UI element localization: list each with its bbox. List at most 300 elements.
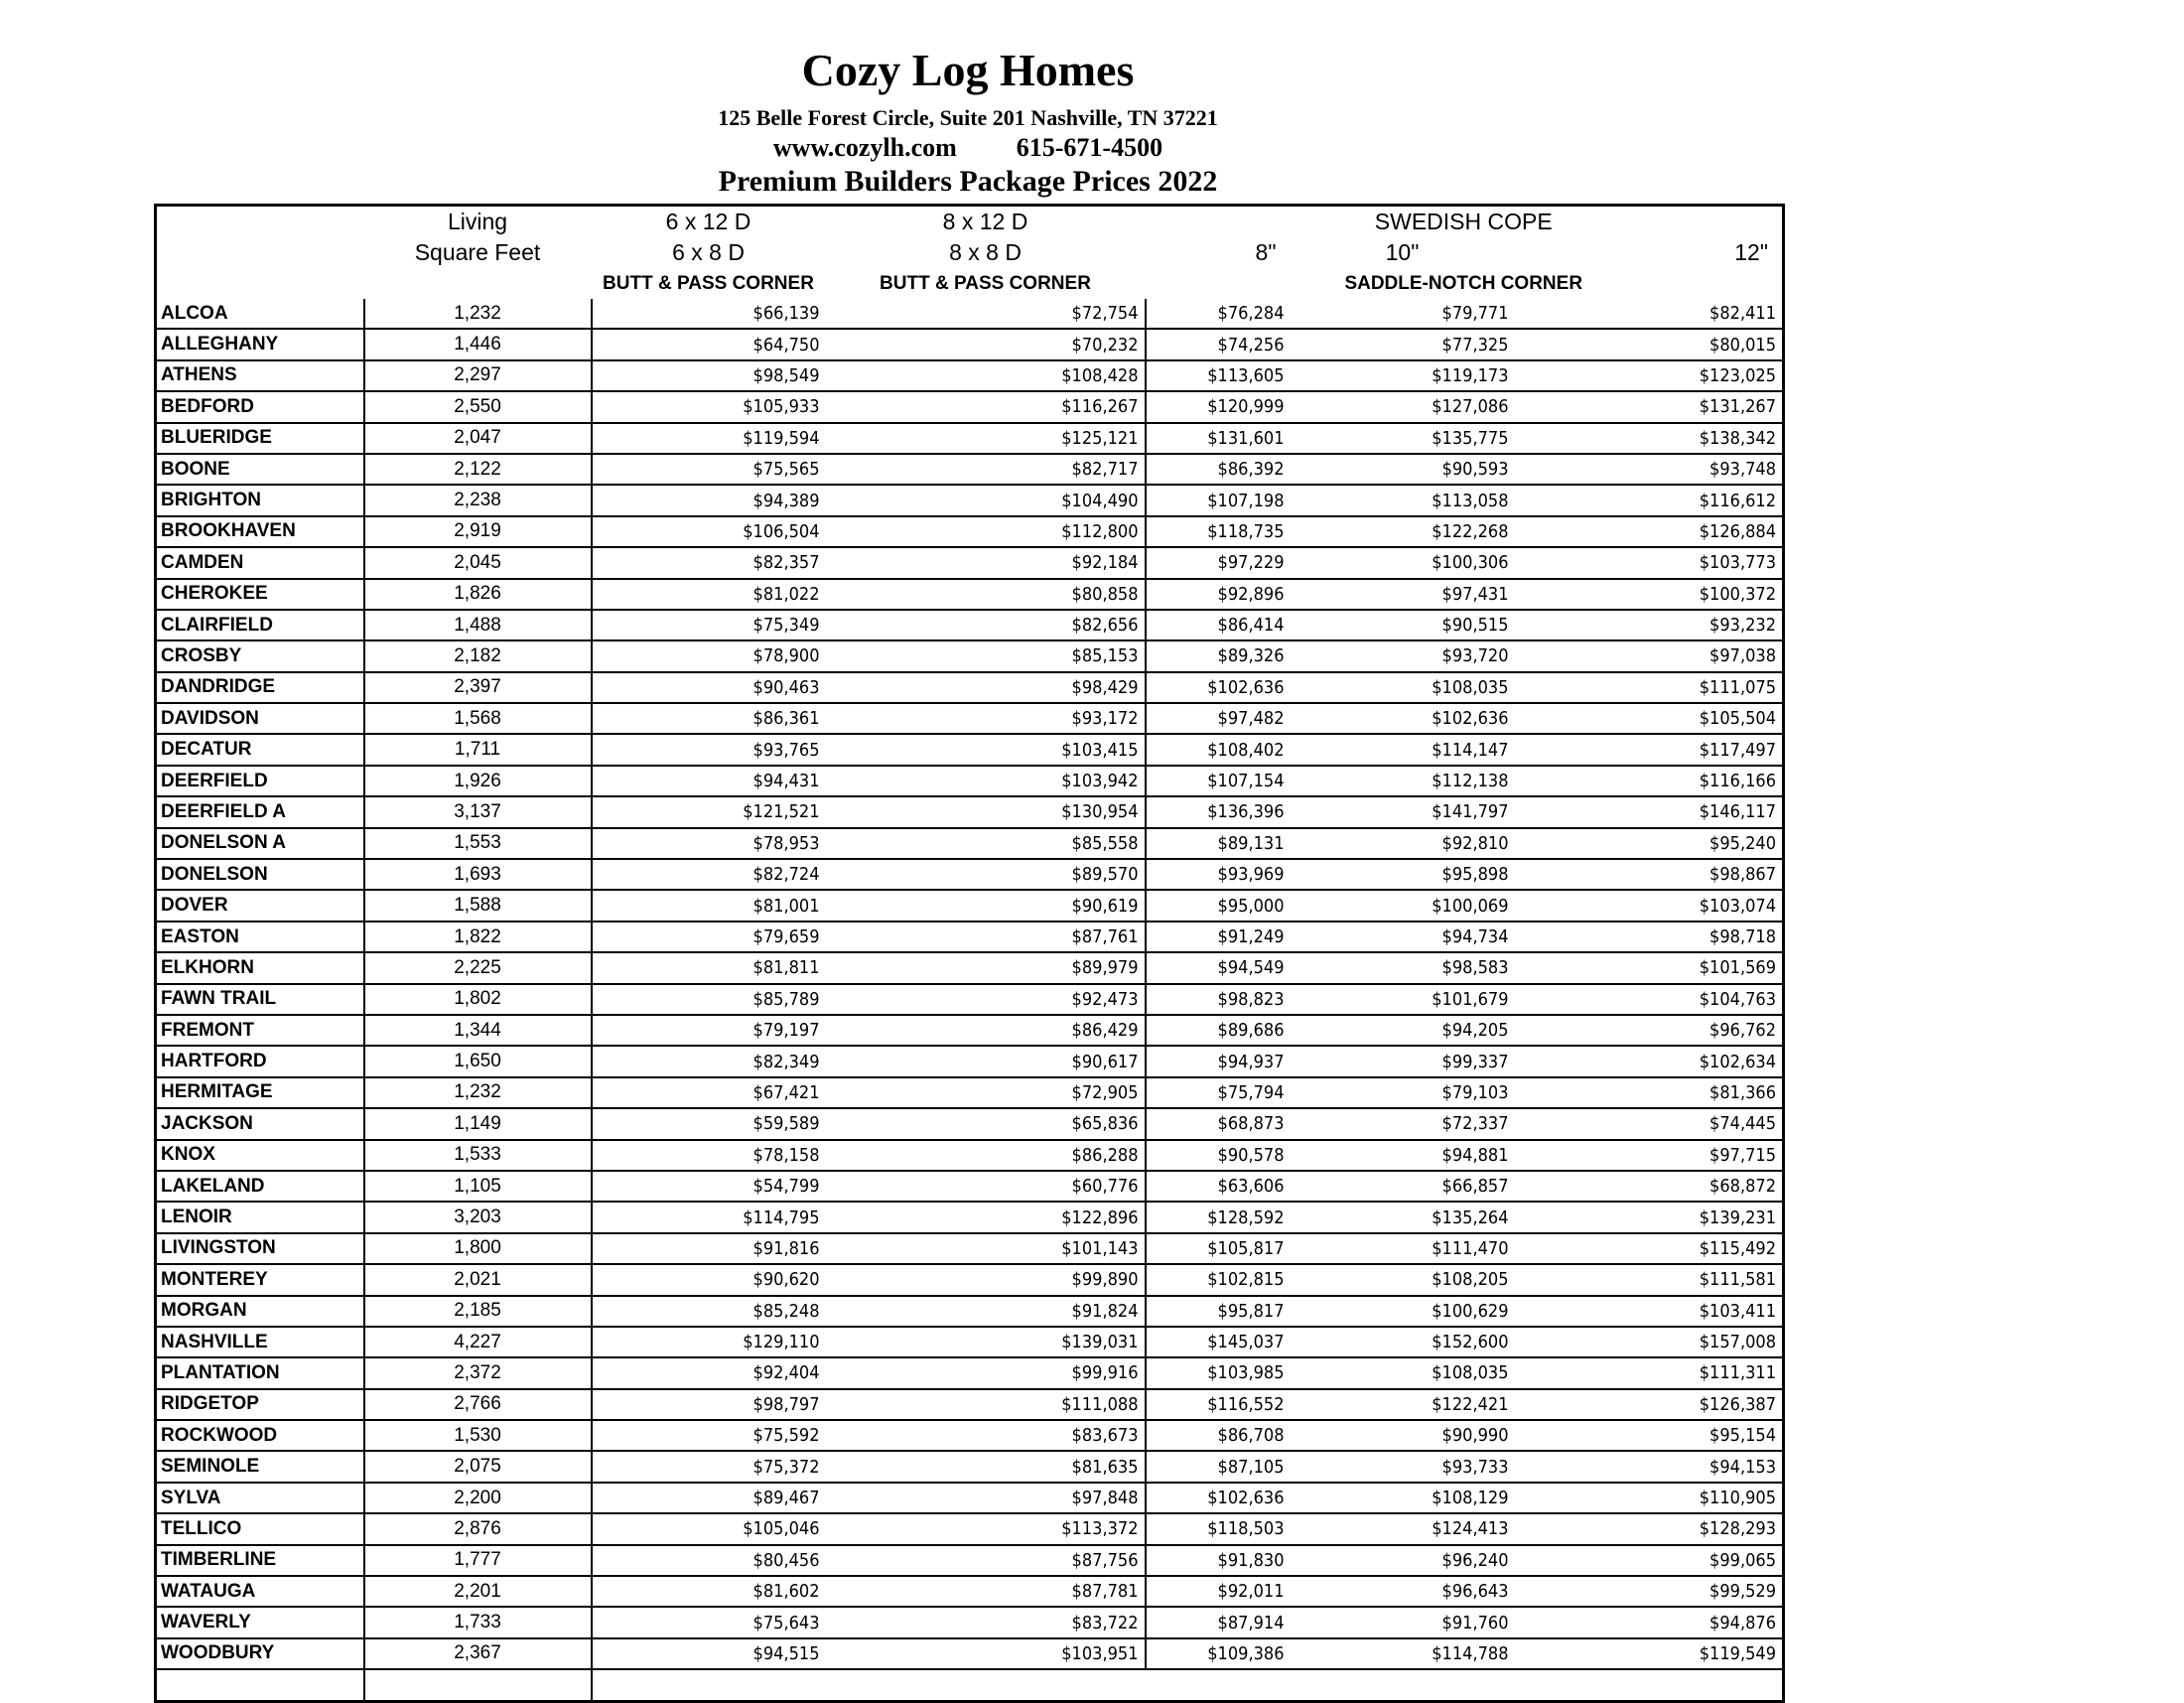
price-swedish-10in: $96,643 — [1291, 1576, 1515, 1607]
col-butt-pass-label: BUTT & PASS CORNER — [880, 272, 1091, 294]
table-row — [156, 672, 1784, 703]
price-swedish-12in: $74,445 — [1515, 1108, 1784, 1139]
price-swedish-10in: $112,138 — [1291, 766, 1515, 796]
price-8x12: $87,781 — [826, 1576, 1146, 1607]
living-sqft: 3,137 — [364, 796, 592, 827]
price-swedish-12in: $93,748 — [1515, 454, 1784, 485]
price-swedish-10in: $127,086 — [1291, 391, 1515, 422]
living-sqft: 2,876 — [364, 1513, 592, 1544]
table-row — [156, 1327, 1784, 1357]
price-6x12: $119,594 — [592, 423, 826, 454]
living-sqft: 1,149 — [364, 1108, 592, 1139]
price-swedish-8in: $86,708 — [1146, 1420, 1291, 1451]
price-swedish-8in: $63,606 — [1146, 1171, 1291, 1202]
living-sqft: 1,800 — [364, 1233, 592, 1264]
living-sqft: 1,530 — [364, 1420, 592, 1451]
home-model-name: CLAIRFIELD — [156, 610, 364, 640]
table-row — [156, 1015, 1784, 1046]
price-table — [154, 204, 1785, 1703]
price-6x12: $75,643 — [592, 1607, 826, 1637]
table-row — [156, 1296, 1784, 1327]
living-sqft: 2,075 — [364, 1451, 592, 1482]
living-sqft: 2,372 — [364, 1357, 592, 1388]
living-sqft: 2,367 — [364, 1638, 592, 1669]
living-sqft: 1,802 — [364, 984, 592, 1015]
home-model-name: DEERFIELD A — [156, 796, 364, 827]
price-6x12: $98,549 — [592, 360, 826, 391]
price-swedish-10in: $114,788 — [1291, 1638, 1515, 1669]
home-model-name: ALLEGHANY — [156, 329, 364, 359]
price-8x12: $98,429 — [826, 672, 1146, 703]
home-model-name: BLUERIDGE — [156, 423, 364, 454]
price-8x12: $60,776 — [826, 1171, 1146, 1202]
price-swedish-8in: $102,636 — [1146, 672, 1291, 703]
price-6x12: $78,900 — [592, 640, 826, 671]
home-model-name: DEERFIELD — [156, 766, 364, 796]
price-swedish-8in: $91,249 — [1146, 922, 1291, 952]
price-swedish-8in: $118,503 — [1146, 1513, 1291, 1544]
price-swedish-12in: $68,872 — [1515, 1171, 1784, 1202]
home-model-name: MORGAN — [156, 1296, 364, 1327]
price-swedish-8in: $128,592 — [1146, 1202, 1291, 1232]
table-row — [156, 391, 1784, 422]
price-swedish-10in: $96,240 — [1291, 1545, 1515, 1576]
price-6x12: $75,372 — [592, 1451, 826, 1482]
table-row — [156, 329, 1784, 359]
price-swedish-8in: $102,815 — [1146, 1264, 1291, 1295]
home-model-name: MONTEREY — [156, 1264, 364, 1295]
price-swedish-8in: $105,817 — [1146, 1233, 1291, 1264]
price-swedish-12in: $117,497 — [1515, 734, 1784, 765]
price-swedish-8in: $107,198 — [1146, 485, 1291, 515]
living-sqft: 1,105 — [364, 1171, 592, 1202]
home-model-name: KNOX — [156, 1140, 364, 1171]
price-6x12: $98,797 — [592, 1389, 826, 1420]
price-6x12: $81,022 — [592, 579, 826, 610]
home-model-name: BROOKHAVEN — [156, 516, 364, 547]
col-swedish-cope-label: SWEDISH COPE — [1374, 209, 1553, 234]
contact-line — [0, 133, 1936, 163]
price-swedish-8in: $116,552 — [1146, 1389, 1291, 1420]
table-row — [156, 1140, 1784, 1171]
price-6x12: $79,197 — [592, 1015, 826, 1046]
table-row — [156, 1171, 1784, 1202]
price-swedish-12in: $93,232 — [1515, 610, 1784, 640]
table-row — [156, 766, 1784, 796]
living-sqft: 4,227 — [364, 1327, 592, 1357]
price-6x12: $82,357 — [592, 547, 826, 578]
price-swedish-10in: $92,810 — [1291, 828, 1515, 859]
price-8x12: $103,942 — [826, 766, 1146, 796]
living-sqft: 2,397 — [364, 672, 592, 703]
price-6x12: $81,602 — [592, 1576, 826, 1607]
living-sqft: 3,203 — [364, 1202, 592, 1232]
table-row — [156, 1202, 1784, 1232]
living-sqft: 2,182 — [364, 640, 592, 671]
home-model-name: DECATUR — [156, 734, 364, 765]
price-swedish-8in: $97,482 — [1146, 703, 1291, 734]
price-8x12: $83,722 — [826, 1607, 1146, 1637]
price-swedish-8in: $118,735 — [1146, 516, 1291, 547]
price-swedish-12in: $103,773 — [1515, 547, 1784, 578]
price-6x12: $79,659 — [592, 922, 826, 952]
price-swedish-8in: $136,396 — [1146, 796, 1291, 827]
price-swedish-12in: $98,718 — [1515, 922, 1784, 952]
price-6x12: $105,046 — [592, 1513, 826, 1544]
col-10in-label: 10" — [1385, 239, 1420, 265]
table-row — [156, 890, 1784, 921]
company-address: 125 Belle Forest Circle, Suite 201 Nashville, TN 37221 — [718, 105, 1218, 130]
price-swedish-10in: $122,421 — [1291, 1389, 1515, 1420]
price-8x12: $70,232 — [826, 329, 1146, 359]
price-8x12: $91,824 — [826, 1296, 1146, 1327]
price-swedish-8in: $87,105 — [1146, 1451, 1291, 1482]
home-model-name: LENOIR — [156, 1202, 364, 1232]
price-swedish-12in: $110,905 — [1515, 1483, 1784, 1513]
col-12in-label: 12" — [1734, 239, 1768, 265]
price-6x12: $75,565 — [592, 454, 826, 485]
price-8x12: $80,858 — [826, 579, 1146, 610]
price-6x12: $66,139 — [592, 299, 826, 329]
price-8x12: $113,372 — [826, 1513, 1146, 1544]
table-row — [156, 1607, 1784, 1637]
price-swedish-12in: $111,581 — [1515, 1264, 1784, 1295]
price-6x12: $81,001 — [592, 890, 826, 921]
price-swedish-12in: $111,075 — [1515, 672, 1784, 703]
home-model-name: ELKHORN — [156, 952, 364, 983]
price-8x12: $89,570 — [826, 859, 1146, 890]
table-row — [156, 1108, 1784, 1139]
home-model-name: LAKELAND — [156, 1171, 364, 1202]
price-6x12: $67,421 — [592, 1077, 826, 1108]
price-swedish-8in: $103,985 — [1146, 1357, 1291, 1388]
home-model-name: DOVER — [156, 890, 364, 921]
price-swedish-8in: $89,326 — [1146, 640, 1291, 671]
price-8x12: $97,848 — [826, 1483, 1146, 1513]
price-swedish-8in: $95,000 — [1146, 890, 1291, 921]
table-row — [156, 1483, 1784, 1513]
empty-cell — [364, 1669, 592, 1701]
price-swedish-12in: $95,154 — [1515, 1420, 1784, 1451]
living-sqft: 1,588 — [364, 890, 592, 921]
table-row — [156, 796, 1784, 827]
price-6x12: $85,789 — [592, 984, 826, 1015]
price-swedish-8in: $86,392 — [1146, 454, 1291, 485]
price-swedish-10in: $100,306 — [1291, 547, 1515, 578]
price-6x12: $94,515 — [592, 1638, 826, 1669]
price-swedish-10in: $98,583 — [1291, 952, 1515, 983]
price-swedish-10in: $108,205 — [1291, 1264, 1515, 1295]
price-6x12: $75,349 — [592, 610, 826, 640]
price-swedish-10in: $79,771 — [1441, 303, 1509, 325]
price-swedish-12in: $100,372 — [1515, 579, 1784, 610]
home-model-name: SYLVA — [156, 1483, 364, 1513]
price-8x12: $89,979 — [826, 952, 1146, 983]
price-swedish-10in: $66,857 — [1291, 1171, 1515, 1202]
col-8x12-label: 8 x 12 D — [942, 209, 1028, 234]
price-6x12: $106,504 — [592, 516, 826, 547]
price-6x12: $85,248 — [592, 1296, 826, 1327]
living-sqft: 2,766 — [364, 1389, 592, 1420]
price-8x12: $103,415 — [826, 734, 1146, 765]
price-6x12: $78,953 — [592, 828, 826, 859]
price-6x12: $64,750 — [592, 329, 826, 359]
price-swedish-12in: $81,366 — [1515, 1077, 1784, 1108]
table-row — [156, 859, 1784, 890]
home-model-name: PLANTATION — [156, 1357, 364, 1388]
price-8x12: $99,890 — [826, 1264, 1146, 1295]
price-swedish-10in: $95,898 — [1291, 859, 1515, 890]
price-swedish-8in: $98,823 — [1146, 984, 1291, 1015]
price-6x12: $121,521 — [592, 796, 826, 827]
price-swedish-10in: $135,775 — [1291, 423, 1515, 454]
price-6x12: $54,799 — [592, 1171, 826, 1202]
table-row — [156, 1077, 1784, 1108]
price-6x12: $90,463 — [592, 672, 826, 703]
price-swedish-8in: $92,896 — [1146, 579, 1291, 610]
home-model-name: NASHVILLE — [156, 1327, 364, 1357]
price-swedish-10in: $100,629 — [1291, 1296, 1515, 1327]
living-sqft: 1,344 — [364, 1015, 592, 1046]
table-row — [156, 360, 1784, 391]
price-6x12: $114,795 — [592, 1202, 826, 1232]
price-6x12: $82,724 — [592, 859, 826, 890]
col-8in-label: 8" — [1255, 239, 1277, 265]
living-sqft: 1,826 — [364, 579, 592, 610]
price-swedish-12in: $138,342 — [1515, 423, 1784, 454]
price-table-header — [156, 206, 1784, 300]
price-swedish-12in: $104,763 — [1515, 984, 1784, 1015]
home-model-name: BRIGHTON — [156, 485, 364, 515]
price-swedish-12in: $128,293 — [1515, 1513, 1784, 1544]
price-8x12: $90,617 — [826, 1046, 1146, 1076]
price-swedish-10in: $114,147 — [1291, 734, 1515, 765]
price-swedish-10in: $119,173 — [1291, 360, 1515, 391]
price-swedish-12in: $99,065 — [1515, 1545, 1784, 1576]
price-8x12: $108,428 — [826, 360, 1146, 391]
living-sqft: 2,919 — [364, 516, 592, 547]
price-swedish-10in: $99,337 — [1291, 1046, 1515, 1076]
price-swedish-12in: $82,411 — [1709, 303, 1776, 325]
table-row — [156, 922, 1784, 952]
price-swedish-10in: $97,431 — [1291, 579, 1515, 610]
price-swedish-8in: $86,414 — [1146, 610, 1291, 640]
empty-cell — [156, 1669, 364, 1701]
price-swedish-10in: $79,103 — [1291, 1077, 1515, 1108]
table-row — [156, 1638, 1784, 1669]
table-row — [156, 734, 1784, 765]
price-swedish-8in: $95,817 — [1146, 1296, 1291, 1327]
price-swedish-12in: $97,715 — [1515, 1140, 1784, 1171]
col-sqft-label: Square Feet — [414, 239, 541, 265]
price-8x12: $93,172 — [826, 703, 1146, 734]
price-6x12: $90,620 — [592, 1264, 826, 1295]
price-swedish-8in: $93,969 — [1146, 859, 1291, 890]
table-row — [156, 579, 1784, 610]
living-sqft: 2,200 — [364, 1483, 592, 1513]
living-sqft: 1,926 — [364, 766, 592, 796]
col-8x8-label: 8 x 8 D — [949, 239, 1022, 265]
living-sqft: 2,047 — [364, 423, 592, 454]
price-swedish-10in: $141,797 — [1291, 796, 1515, 827]
price-swedish-10in: $93,733 — [1291, 1451, 1515, 1482]
price-swedish-8in: $107,154 — [1146, 766, 1291, 796]
home-model-name: HARTFORD — [156, 1046, 364, 1076]
col-6x12-label: 6 x 12 D — [665, 209, 751, 234]
price-8x12: $72,754 — [1071, 303, 1139, 325]
price-swedish-12in: $116,612 — [1515, 485, 1784, 515]
price-swedish-10in: $90,515 — [1291, 610, 1515, 640]
price-swedish-10in: $102,636 — [1291, 703, 1515, 734]
price-swedish-12in: $98,867 — [1515, 859, 1784, 890]
price-8x12: $139,031 — [826, 1327, 1146, 1357]
home-model-name: RIDGETOP — [156, 1389, 364, 1420]
living-sqft: 1,711 — [364, 734, 592, 765]
price-8x12: $83,673 — [826, 1420, 1146, 1451]
price-swedish-10in: $135,264 — [1291, 1202, 1515, 1232]
table-row — [156, 454, 1784, 485]
price-6x12: $105,933 — [592, 391, 826, 422]
price-8x12: $130,954 — [826, 796, 1146, 827]
price-8x12: $90,619 — [826, 890, 1146, 921]
price-swedish-12in: $116,166 — [1515, 766, 1784, 796]
price-swedish-12in: $94,153 — [1515, 1451, 1784, 1482]
table-row — [156, 1046, 1784, 1076]
price-6x12: $75,592 — [592, 1420, 826, 1451]
price-swedish-8in: $145,037 — [1146, 1327, 1291, 1357]
price-swedish-10in: $108,035 — [1291, 1357, 1515, 1388]
home-model-name: DONELSON — [156, 859, 364, 890]
table-row — [156, 984, 1784, 1015]
price-8x12: $103,951 — [826, 1638, 1146, 1669]
price-6x12: $82,349 — [592, 1046, 826, 1076]
price-swedish-10in: $94,205 — [1291, 1015, 1515, 1046]
price-6x12: $78,158 — [592, 1140, 826, 1171]
price-6x12: $86,361 — [592, 703, 826, 734]
col-6x8-label: 6 x 8 D — [672, 239, 745, 265]
price-swedish-10in: $100,069 — [1291, 890, 1515, 921]
phone-number: 615-671-4500 — [1016, 133, 1163, 162]
price-8x12: $104,490 — [826, 485, 1146, 515]
price-swedish-8in: $92,011 — [1146, 1576, 1291, 1607]
price-swedish-12in: $102,634 — [1515, 1046, 1784, 1076]
price-8x12: $111,088 — [826, 1389, 1146, 1420]
living-sqft: 2,297 — [364, 360, 592, 391]
living-sqft: 1,777 — [364, 1545, 592, 1576]
price-8x12: $87,761 — [826, 922, 1146, 952]
table-row — [156, 485, 1784, 515]
price-8x12: $86,429 — [826, 1015, 1146, 1046]
price-8x12: $125,121 — [826, 423, 1146, 454]
price-swedish-10in: $77,325 — [1291, 329, 1515, 359]
living-sqft: 2,021 — [364, 1264, 592, 1295]
table-row — [156, 1420, 1784, 1451]
price-swedish-12in: $126,387 — [1515, 1389, 1784, 1420]
living-sqft: 1,232 — [364, 1077, 592, 1108]
price-swedish-12in: $126,884 — [1515, 516, 1784, 547]
price-8x12: $72,905 — [826, 1077, 1146, 1108]
home-model-name: WATAUGA — [156, 1576, 364, 1607]
price-8x12: $87,756 — [826, 1545, 1146, 1576]
price-swedish-8in: $109,386 — [1146, 1638, 1291, 1669]
price-swedish-12in: $139,231 — [1515, 1202, 1784, 1232]
price-swedish-8in: $102,636 — [1146, 1483, 1291, 1513]
price-swedish-12in: $157,008 — [1515, 1327, 1784, 1357]
price-swedish-12in: $94,876 — [1515, 1607, 1784, 1637]
living-sqft: 1,232 — [364, 299, 592, 329]
col-butt-pass-label: BUTT & PASS CORNER — [603, 272, 814, 294]
price-6x12: $94,389 — [592, 485, 826, 515]
living-sqft: 1,822 — [364, 922, 592, 952]
price-swedish-12in: $146,117 — [1515, 796, 1784, 827]
price-swedish-12in: $101,569 — [1515, 952, 1784, 983]
home-model-name: FAWN TRAIL — [156, 984, 364, 1015]
table-row — [156, 547, 1784, 578]
home-model-name: LIVINGSTON — [156, 1233, 364, 1264]
price-swedish-10in: $90,593 — [1291, 454, 1515, 485]
living-sqft: 1,488 — [364, 610, 592, 640]
website-link[interactable]: www.cozylh.com — [772, 133, 957, 162]
price-8x12: $86,288 — [826, 1140, 1146, 1171]
price-swedish-12in: $111,311 — [1515, 1357, 1784, 1388]
home-model-name: HERMITAGE — [156, 1077, 364, 1108]
home-model-name: FREMONT — [156, 1015, 364, 1046]
home-model-name: JACKSON — [156, 1108, 364, 1139]
col-saddle-notch-label: SADDLE-NOTCH CORNER — [1344, 272, 1583, 294]
price-swedish-8in: $75,794 — [1146, 1077, 1291, 1108]
table-row — [156, 516, 1784, 547]
price-6x12: $93,765 — [592, 734, 826, 765]
home-model-name: TIMBERLINE — [156, 1545, 364, 1576]
table-row — [156, 640, 1784, 671]
home-model-name: WOODBURY — [156, 1638, 364, 1669]
home-model-name: EASTON — [156, 922, 364, 952]
price-6x12: $81,811 — [592, 952, 826, 983]
home-model-name: WAVERLY — [156, 1607, 364, 1637]
table-row — [156, 952, 1784, 983]
price-swedish-10in: $122,268 — [1291, 516, 1515, 547]
table-row — [156, 703, 1784, 734]
price-6x12: $59,589 — [592, 1108, 826, 1139]
price-6x12: $92,404 — [592, 1357, 826, 1388]
price-swedish-12in: $131,267 — [1515, 391, 1784, 422]
living-sqft: 2,225 — [364, 952, 592, 983]
price-8x12: $122,896 — [826, 1202, 1146, 1232]
price-swedish-12in: $96,762 — [1515, 1015, 1784, 1046]
price-8x12: $112,800 — [826, 516, 1146, 547]
price-swedish-12in: $103,074 — [1515, 890, 1784, 921]
table-row — [156, 1513, 1784, 1544]
price-swedish-10in: $90,990 — [1291, 1420, 1515, 1451]
table-row — [156, 299, 1784, 329]
price-swedish-8in: $108,402 — [1146, 734, 1291, 765]
home-model-name: ALCOA — [161, 302, 228, 324]
living-sqft: 1,446 — [364, 329, 592, 359]
price-swedish-12in: $103,411 — [1515, 1296, 1784, 1327]
price-swedish-10in: $113,058 — [1291, 485, 1515, 515]
price-swedish-10in: $111,470 — [1291, 1233, 1515, 1264]
empty-cell — [592, 1669, 1784, 1701]
price-swedish-10in: $124,413 — [1291, 1513, 1515, 1544]
price-table-body — [156, 299, 1784, 1701]
price-swedish-10in: $101,679 — [1291, 984, 1515, 1015]
home-model-name: DAVIDSON — [156, 703, 364, 734]
price-6x12: $91,816 — [592, 1233, 826, 1264]
table-row — [156, 610, 1784, 640]
living-sqft: 1,693 — [364, 859, 592, 890]
price-8x12: $85,153 — [826, 640, 1146, 671]
table-row — [156, 423, 1784, 454]
